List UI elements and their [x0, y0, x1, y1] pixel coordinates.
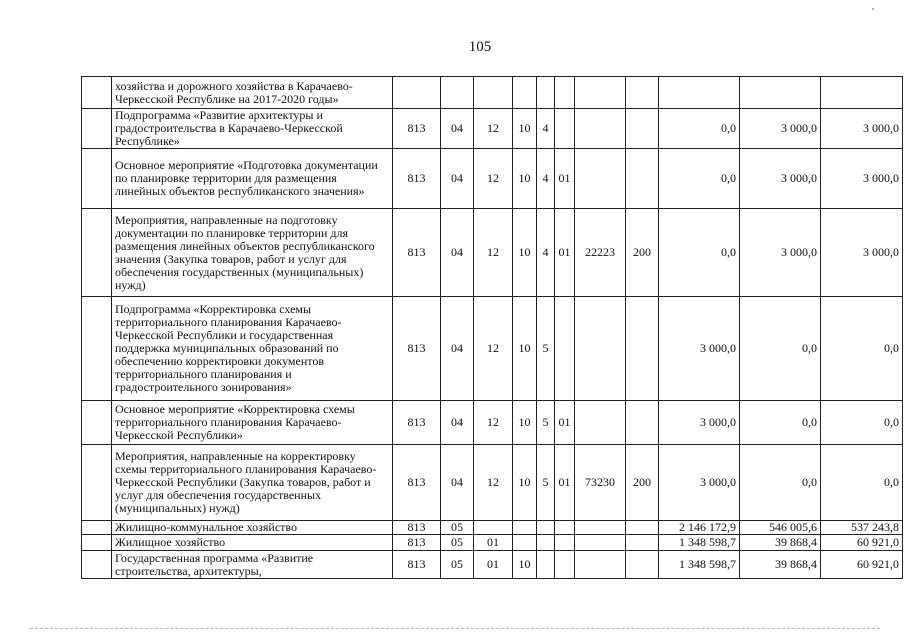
cell-y2: 3 000,0	[740, 209, 821, 297]
cell-c1: 10	[513, 209, 537, 297]
table-row	[82, 77, 903, 109]
cell-y3: 0,0	[821, 401, 903, 445]
cell-c3: 01	[555, 209, 575, 297]
cell-y2: 0,0	[740, 297, 821, 401]
row-name: Государственная программа «Развитие строительства, архитектуры,	[112, 551, 393, 579]
cell-rz: 05	[441, 535, 474, 551]
cell-c4: 73230	[575, 445, 626, 521]
row-index-cell	[82, 109, 112, 149]
cell-pr: 12	[474, 297, 513, 401]
cell-min: 813	[393, 297, 441, 401]
cell-pr: 12	[474, 445, 513, 521]
cell-rz	[441, 77, 474, 109]
cell-c4	[575, 149, 626, 209]
row-name: Жилищное хозяйство	[112, 535, 393, 551]
row-index-cell	[82, 401, 112, 445]
cell-rz: 04	[441, 401, 474, 445]
cell-vr	[626, 535, 659, 551]
cell-y2: 39 868,4	[740, 551, 821, 579]
cell-y1: 0,0	[659, 209, 740, 297]
cell-vr	[626, 149, 659, 209]
cell-vr	[626, 77, 659, 109]
cell-min: 813	[393, 551, 441, 579]
cell-pr: 01	[474, 535, 513, 551]
cell-y1	[659, 77, 740, 109]
row-name: хозяйства и дорожного хозяйства в Карачаево-Черкесской Республике на 2017-2020 годы»	[112, 77, 393, 109]
page-number: 105	[468, 39, 492, 55]
cell-y1: 0,0	[659, 109, 740, 149]
cell-y3: 3 000,0	[821, 209, 903, 297]
cell-c3	[555, 77, 575, 109]
row-index-cell	[82, 209, 112, 297]
table-row	[82, 535, 903, 551]
cell-vr	[626, 401, 659, 445]
cell-y3: 0,0	[821, 445, 903, 521]
cell-pr: 12	[474, 149, 513, 209]
row-name: Мероприятия, направленные на подготовку документации по планировке территории для размещения линейных объектов республиканского значения (Закупка товаров, работ и услуг для обеспечения государственных (муниципальных) нужд)	[112, 209, 393, 297]
cell-rz: 05	[441, 551, 474, 579]
cell-rz: 04	[441, 297, 474, 401]
cell-c4	[575, 521, 626, 535]
row-index-cell	[82, 521, 112, 535]
cell-c2	[537, 551, 555, 579]
cell-c4	[575, 535, 626, 551]
cell-c1	[513, 535, 537, 551]
row-name: Подпрограмма «Развитие архитектуры и градостроительства в Карачаево-Черкесской Республике»	[112, 109, 393, 149]
cell-y1: 1 348 598,7	[659, 551, 740, 579]
row-name: Основное мероприятие «Корректировка схемы территориального планирования Карачаево-Черкесской Республики»	[112, 401, 393, 445]
cell-c3: 01	[555, 445, 575, 521]
cell-min: 813	[393, 109, 441, 149]
cell-y2: 0,0	[740, 445, 821, 521]
row-index-cell	[82, 77, 112, 109]
cell-vr: 200	[626, 209, 659, 297]
cell-y2: 39 868,4	[740, 535, 821, 551]
table-row	[82, 297, 903, 401]
cell-rz: 04	[441, 109, 474, 149]
cell-y3: 60 921,0	[821, 535, 903, 551]
cell-c3	[555, 521, 575, 535]
cell-y2: 546 005,6	[740, 521, 821, 535]
cell-c1: 10	[513, 297, 537, 401]
cell-y2: 0,0	[740, 401, 821, 445]
cell-pr	[474, 521, 513, 535]
cell-c3: 01	[555, 149, 575, 209]
cell-c1	[513, 521, 537, 535]
cell-y2: 3 000,0	[740, 149, 821, 209]
cell-y3: 0,0	[821, 297, 903, 401]
cell-rz: 04	[441, 149, 474, 209]
cell-y1: 2 146 172,9	[659, 521, 740, 535]
cell-y3: 3 000,0	[821, 149, 903, 209]
row-index-cell	[82, 297, 112, 401]
cell-c1: 10	[513, 109, 537, 149]
cell-y1: 3 000,0	[659, 401, 740, 445]
cell-c2: 4	[537, 149, 555, 209]
cell-c3	[555, 535, 575, 551]
cell-rz: 05	[441, 521, 474, 535]
table-row	[82, 109, 903, 149]
table-row	[82, 209, 903, 297]
cell-c1: 10	[513, 551, 537, 579]
cell-min: 813	[393, 401, 441, 445]
cell-c4: 22223	[575, 209, 626, 297]
cell-c2: 5	[537, 445, 555, 521]
cell-y1: 1 348 598,7	[659, 535, 740, 551]
cell-min: 813	[393, 149, 441, 209]
cell-y3: 537 243,8	[821, 521, 903, 535]
cell-c2: 4	[537, 209, 555, 297]
row-index-cell	[82, 445, 112, 521]
cell-c1: 10	[513, 445, 537, 521]
cell-y1: 3 000,0	[659, 445, 740, 521]
cell-c2: 5	[537, 401, 555, 445]
cell-c1: 10	[513, 149, 537, 209]
cell-c4	[575, 551, 626, 579]
row-index-cell	[82, 535, 112, 551]
cell-y1: 3 000,0	[659, 297, 740, 401]
cell-pr: 12	[474, 401, 513, 445]
cell-pr: 01	[474, 551, 513, 579]
row-index-cell	[82, 551, 112, 579]
cell-c3: 01	[555, 401, 575, 445]
cell-c1	[513, 77, 537, 109]
cell-vr	[626, 297, 659, 401]
cell-vr	[626, 109, 659, 149]
cell-pr: 12	[474, 109, 513, 149]
cell-pr: 12	[474, 209, 513, 297]
cell-c2: 5	[537, 297, 555, 401]
cell-y3: 60 921,0	[821, 551, 903, 579]
cell-vr	[626, 521, 659, 535]
cell-vr: 200	[626, 445, 659, 521]
table-row	[82, 551, 903, 579]
cell-y2	[740, 77, 821, 109]
cell-min: 813	[393, 209, 441, 297]
cell-y3: 3 000,0	[821, 109, 903, 149]
table-row	[82, 521, 903, 535]
cell-c2	[537, 535, 555, 551]
cell-c4	[575, 401, 626, 445]
cell-c4	[575, 109, 626, 149]
cell-min: 813	[393, 521, 441, 535]
cell-min: 813	[393, 535, 441, 551]
row-name: Жилищно-коммунальное хозяйство	[112, 521, 393, 535]
row-name: Подпрограмма «Корректировка схемы территориального планирования Карачаево-Черкесской Республики и государственная поддержка муниципальных образований по обеспечению корректировки документов территориального планирования и градостроительного зонирования»	[112, 297, 393, 401]
cell-c3	[555, 109, 575, 149]
cell-pr	[474, 77, 513, 109]
cell-c4	[575, 297, 626, 401]
table-row	[82, 401, 903, 445]
cell-y3	[821, 77, 903, 109]
cell-c3	[555, 551, 575, 579]
cell-min	[393, 77, 441, 109]
table-row	[82, 445, 903, 521]
cell-c1: 10	[513, 401, 537, 445]
row-name: Основное мероприятие «Подготовка документации по планировке территории для размещения линейных объектов республиканского значения»	[112, 149, 393, 209]
cell-c4	[575, 77, 626, 109]
cell-rz: 04	[441, 445, 474, 521]
cell-c2: 4	[537, 109, 555, 149]
row-name: Мероприятия, направленные на корректировку схемы территориального планирования Карачаево-Черкесской Республики (Закупка товаров, работ и услуг для обеспечения государственных (муниципальных) нужд)	[112, 445, 393, 521]
scan-edge-line	[30, 628, 880, 629]
cell-c3	[555, 297, 575, 401]
scan-speck	[872, 8, 874, 10]
cell-c2	[537, 77, 555, 109]
cell-vr	[626, 551, 659, 579]
cell-rz: 04	[441, 209, 474, 297]
row-index-cell	[82, 149, 112, 209]
budget-table	[81, 76, 903, 579]
cell-c2	[537, 521, 555, 535]
table-row	[82, 149, 903, 209]
cell-y2: 3 000,0	[740, 109, 821, 149]
cell-min: 813	[393, 445, 441, 521]
cell-y1: 0,0	[659, 149, 740, 209]
